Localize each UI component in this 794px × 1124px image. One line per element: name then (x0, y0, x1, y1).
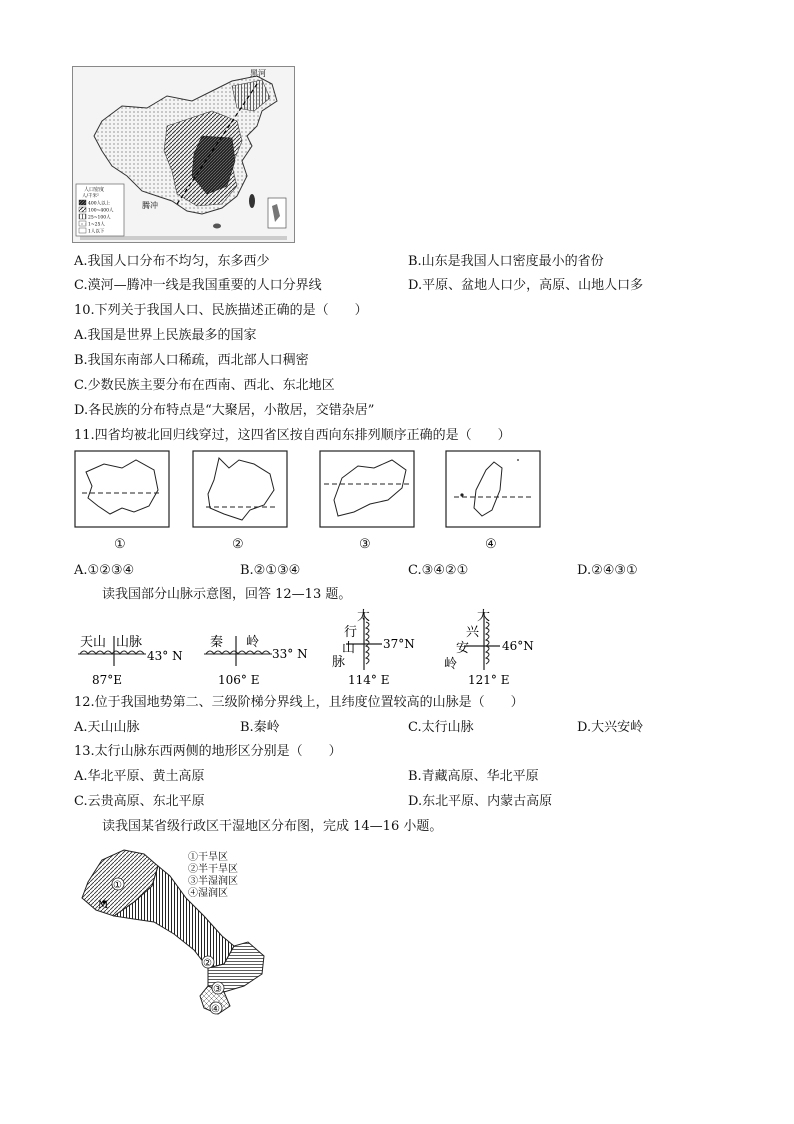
q11-label-2: ② (232, 537, 244, 552)
taihang-char-1: 太 (357, 609, 371, 624)
q11-option-b: B.②①③④ (240, 563, 301, 578)
intro-12-13: 读我国部分山脉示意图，回答 12—13 题。 (102, 587, 352, 602)
region-label-2: ② (203, 958, 212, 969)
population-density-map (72, 66, 295, 243)
dxal-char-4: 岭 (444, 657, 458, 672)
svg-text:100~400人: 100~400人 (88, 208, 114, 214)
taihang-char-2: 行 (344, 625, 358, 640)
qinling-lat: 33° N (272, 647, 308, 661)
q11-label-1: ① (114, 537, 126, 552)
svg-text:1~25人: 1~25人 (88, 222, 105, 228)
dxal-char-2: 兴 (466, 625, 480, 640)
q11-label-4: ④ (485, 537, 497, 552)
tianshan-lon: 87°E (92, 673, 123, 687)
province-dry-wet-map (74, 846, 274, 1018)
qinling-left: 秦 (210, 635, 224, 650)
q13-option-d: D.东北平原、内蒙古高原 (408, 794, 553, 809)
dxal-char-3: 安 (456, 641, 470, 656)
q11-option-d: D.②④③① (577, 563, 638, 578)
svg-text:400人以上: 400人以上 (88, 201, 111, 207)
q13-stem: 13.太行山脉东西两侧的地形区分别是（ ） (74, 744, 342, 759)
q13-option-b: B.青藏高原、华北平原 (408, 769, 539, 784)
svg-text:人/千米²: 人/千米² (82, 194, 99, 199)
q9-option-b: B.山东是我国人口密度最小的省份 (408, 254, 604, 269)
q11-option-c: C.③④②① (408, 563, 469, 578)
q9-option-d: D.平原、盆地人口少，高原、山地人口多 (408, 278, 644, 293)
svg-text:人口密度: 人口密度 (84, 187, 105, 193)
dxal-lon: 121° E (468, 673, 510, 687)
q11-stem: 11.四省均被北回归线穿过，这四省区按自西向东排列顺序正确的是（ ） (74, 428, 511, 443)
q13-option-c: C.云贵高原、东北平原 (74, 794, 205, 809)
q12-option-b: B.秦岭 (240, 720, 280, 735)
dxal-char-1: 大 (477, 609, 491, 624)
svg-text:25~100人: 25~100人 (88, 215, 111, 221)
q13-option-a: A.华北平原、黄土高原 (74, 769, 205, 784)
qinling-lon: 106° E (218, 673, 260, 687)
marker-m: M (98, 900, 109, 911)
q10-option-c: C.少数民族主要分布在西南、西北、东北地区 (74, 378, 335, 393)
region-label-1: ① (113, 880, 122, 891)
taihang-lat: 37°N (383, 637, 415, 651)
q10-option-d: D.各民族的分布特点是“大聚居，小散居，交错杂居” (74, 403, 375, 418)
taihang-char-4: 脉 (332, 655, 346, 670)
q12-stem: 12.位于我国地势第二、三级阶梯分界线上，且纬度位置较高的山脉是（ ） (74, 695, 524, 710)
dxal-lat: 46°N (502, 639, 534, 653)
province-outlines-figure (74, 450, 544, 530)
dry-wet-legend (188, 851, 238, 899)
taihang-char-3: 山 (342, 641, 356, 656)
tianshan-left: 天山 (80, 635, 107, 650)
map-legend (76, 184, 124, 236)
svg-text:①干旱区: ①干旱区 (188, 852, 228, 863)
q9-option-c: C.漠河—腾冲一线是我国重要的人口分界线 (74, 278, 322, 293)
q10-option-b: B.我国东南部人口稀疏，西北部人口稠密 (74, 353, 309, 368)
svg-text:④湿润区: ④湿润区 (188, 888, 228, 899)
svg-text:②半干旱区: ②半干旱区 (188, 864, 238, 875)
taihang-lon: 114° E (348, 673, 390, 687)
region-label-3: ③ (213, 984, 222, 995)
tianshan-lat: 43° N (147, 649, 183, 663)
svg-text:1人以下: 1人以下 (88, 229, 105, 235)
intro-14-16: 读我国某省级行政区干湿地区分布图，完成 14—16 小题。 (102, 819, 443, 834)
q12-option-d: D.大兴安岭 (577, 720, 644, 735)
mountain-schematic (74, 608, 534, 690)
q11-option-a: A.①②③④ (74, 563, 135, 578)
q10-option-a: A.我国是世界上民族最多的国家 (74, 328, 257, 343)
q11-label-3: ③ (359, 537, 371, 552)
tianshan-right: 山脉 (116, 635, 143, 650)
q12-option-c: C.太行山脉 (408, 720, 474, 735)
q10-stem: 10.下列关于我国人口、民族描述正确的是（ ） (74, 303, 368, 318)
tengchong-label: 腾冲 (142, 201, 158, 210)
qinling-right: 岭 (246, 635, 260, 650)
q12-option-a: A.天山山脉 (74, 720, 140, 735)
region-label-4: ④ (211, 1004, 220, 1015)
heihe-label: 黑河 (250, 69, 266, 78)
svg-text:③半湿润区: ③半湿润区 (188, 876, 238, 887)
q9-option-a: A.我国人口分布不均匀，东多西少 (74, 254, 270, 269)
